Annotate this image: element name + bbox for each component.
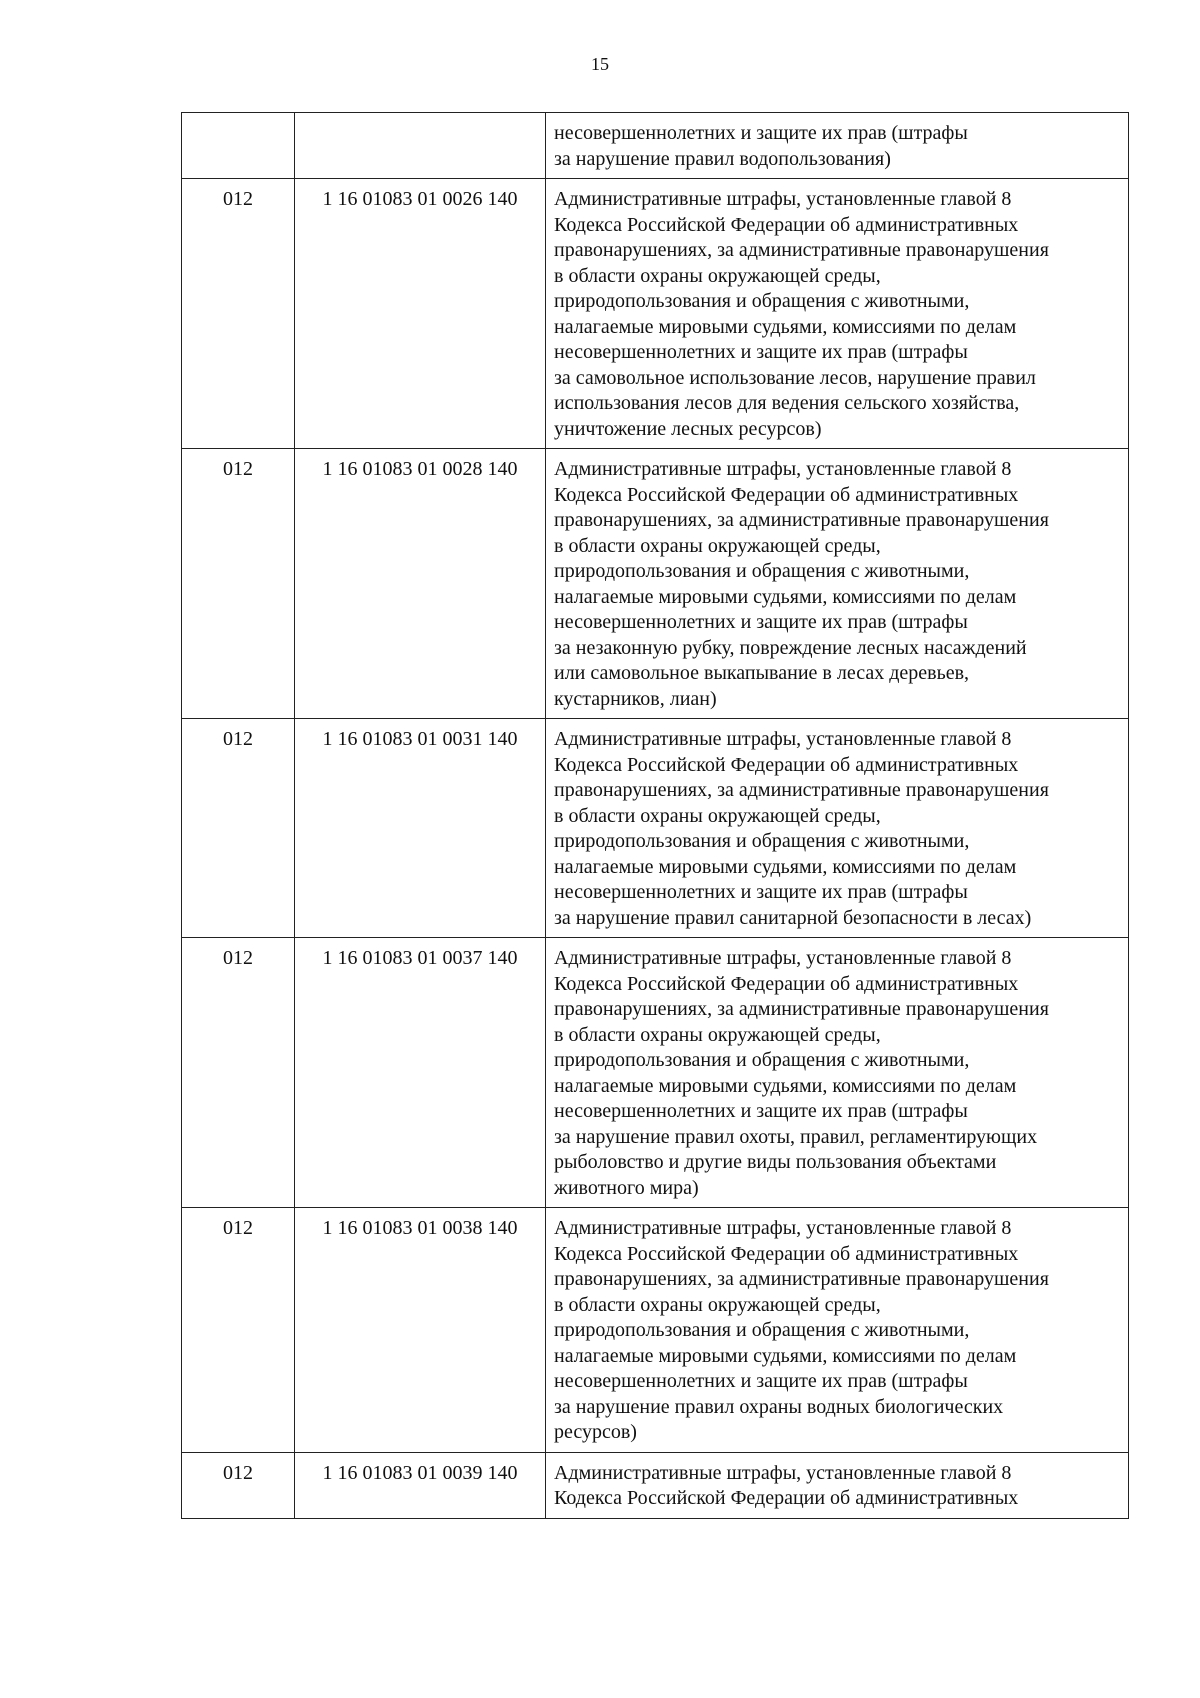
budget-classification-table bbox=[181, 112, 1129, 1519]
budget-code-cell: 1 16 01083 01 0039 140 bbox=[295, 1452, 546, 1518]
income-name-cell bbox=[546, 1208, 1129, 1453]
text-line: использования лесов для ведения сельского хозяйства, bbox=[554, 392, 1020, 414]
income-name-cell bbox=[546, 719, 1129, 938]
text-line: кустарников, лиан) bbox=[554, 687, 717, 710]
table-row bbox=[182, 938, 1129, 1208]
text-line: Административные штрафы, установленные главой 8 bbox=[554, 947, 1012, 969]
admin-code-cell: 012 bbox=[182, 938, 295, 1208]
text-line: в области охраны окружающей среды, bbox=[554, 534, 881, 557]
text-line: ресурсов) bbox=[554, 1421, 637, 1443]
text-line: правонарушениях, за административные правонарушения bbox=[554, 239, 1049, 261]
budget-code-cell: 1 16 01083 01 0031 140 bbox=[295, 719, 546, 938]
text-line: природопользования и обращения с животными, bbox=[554, 560, 970, 582]
table-body bbox=[182, 113, 1129, 1519]
text-line: Кодекса Российской Федерации об административных bbox=[554, 483, 1019, 506]
text-line: несовершеннолетних и защите их прав (штрафы bbox=[554, 1100, 968, 1122]
text-line: правонарушениях, за административные правонарушения bbox=[554, 779, 1049, 801]
income-name-cell bbox=[546, 1452, 1129, 1518]
text-line: несовершеннолетних и защите их прав (штрафы bbox=[554, 122, 968, 144]
budget-code-cell: 1 16 01083 01 0038 140 bbox=[295, 1208, 546, 1453]
text-line: за нарушение правил охраны водных биологических bbox=[554, 1395, 1004, 1418]
income-name-cell bbox=[546, 938, 1129, 1208]
table-row bbox=[182, 113, 1129, 179]
table-row bbox=[182, 179, 1129, 449]
text-line: правонарушениях, за административные правонарушения bbox=[554, 1268, 1049, 1290]
text-line: или самовольное выкапывание в лесах деревьев, bbox=[554, 662, 970, 684]
text-line: природопользования и обращения с животными, bbox=[554, 1319, 970, 1341]
text-line: Административные штрафы, установленные главой 8 bbox=[554, 458, 1012, 480]
text-line: за нарушение правил водопользования) bbox=[554, 147, 891, 170]
text-line: правонарушениях, за административные правонарушения bbox=[554, 509, 1049, 531]
text-line: налагаемые мировыми судьями, комиссиями по делам bbox=[554, 1074, 1017, 1097]
admin-code-cell: 012 bbox=[182, 1452, 295, 1518]
admin-code-cell: 012 bbox=[182, 179, 295, 449]
budget-code-cell: 1 16 01083 01 0028 140 bbox=[295, 449, 546, 719]
text-line: рыболовство и другие виды пользования объектами bbox=[554, 1151, 997, 1173]
text-line: правонарушениях, за административные правонарушения bbox=[554, 998, 1049, 1020]
text-line: Кодекса Российской Федерации об административных bbox=[554, 972, 1019, 995]
text-line: в области охраны окружающей среды, bbox=[554, 1023, 881, 1046]
text-line: несовершеннолетних и защите их прав (штрафы bbox=[554, 1370, 968, 1392]
budget-code-cell: 1 16 01083 01 0037 140 bbox=[295, 938, 546, 1208]
text-line: Кодекса Российской Федерации об административных bbox=[554, 753, 1019, 776]
text-line: Кодекса Российской Федерации об административных bbox=[554, 213, 1019, 236]
page-number: 15 bbox=[591, 54, 609, 74]
income-name-cell bbox=[546, 449, 1129, 719]
text-line: Административные штрафы, установленные главой 8 bbox=[554, 1461, 1012, 1484]
text-line: в области охраны окружающей среды, bbox=[554, 804, 881, 827]
table-row bbox=[182, 449, 1129, 719]
text-line: животного мира) bbox=[554, 1176, 699, 1199]
text-line: уничтожение лесных ресурсов) bbox=[554, 417, 822, 440]
text-line: Административные штрафы, установленные главой 8 bbox=[554, 728, 1012, 750]
text-line: несовершеннолетних и защите их прав (штрафы bbox=[554, 611, 968, 633]
table-row bbox=[182, 1208, 1129, 1453]
text-line: за незаконную рубку, повреждение лесных насаждений bbox=[554, 636, 1027, 659]
income-name-cell bbox=[546, 179, 1129, 449]
text-line: за самовольное использование лесов, нарушение правил bbox=[554, 366, 1036, 389]
text-line: за нарушение правил санитарной безопасности в лесах) bbox=[554, 906, 1032, 929]
text-line: природопользования и обращения с животными, bbox=[554, 1049, 970, 1071]
budget-code-cell: 1 16 01083 01 0026 140 bbox=[295, 179, 546, 449]
admin-code-cell: 012 bbox=[182, 1208, 295, 1453]
table-row bbox=[182, 719, 1129, 938]
text-line: природопользования и обращения с животными, bbox=[554, 830, 970, 852]
text-line: несовершеннолетних и защите их прав (штрафы bbox=[554, 341, 968, 363]
text-line: несовершеннолетних и защите их прав (штрафы bbox=[554, 881, 968, 903]
admin-code-cell bbox=[182, 113, 295, 179]
text-line: налагаемые мировыми судьями, комиссиями по делам bbox=[554, 585, 1017, 608]
text-line: природопользования и обращения с животными, bbox=[554, 290, 970, 312]
table-row bbox=[182, 1452, 1129, 1518]
income-name-cell bbox=[546, 113, 1129, 179]
text-line: в области охраны окружающей среды, bbox=[554, 1293, 881, 1316]
admin-code-cell: 012 bbox=[182, 719, 295, 938]
text-line: Кодекса Российской Федерации об административных bbox=[554, 1242, 1019, 1265]
text-line: Административные штрафы, установленные главой 8 bbox=[554, 1217, 1012, 1239]
text-line: Кодекса Российской Федерации об административных bbox=[554, 1487, 1019, 1509]
budget-code-cell bbox=[295, 113, 546, 179]
admin-code-cell: 012 bbox=[182, 449, 295, 719]
text-line: налагаемые мировыми судьями, комиссиями по делам bbox=[554, 1344, 1017, 1367]
text-line: Административные штрафы, установленные главой 8 bbox=[554, 188, 1012, 210]
text-line: за нарушение правил охоты, правил, регламентирующих bbox=[554, 1125, 1038, 1148]
text-line: налагаемые мировыми судьями, комиссиями по делам bbox=[554, 315, 1017, 338]
text-line: налагаемые мировыми судьями, комиссиями по делам bbox=[554, 855, 1017, 878]
text-line: в области охраны окружающей среды, bbox=[554, 264, 881, 287]
